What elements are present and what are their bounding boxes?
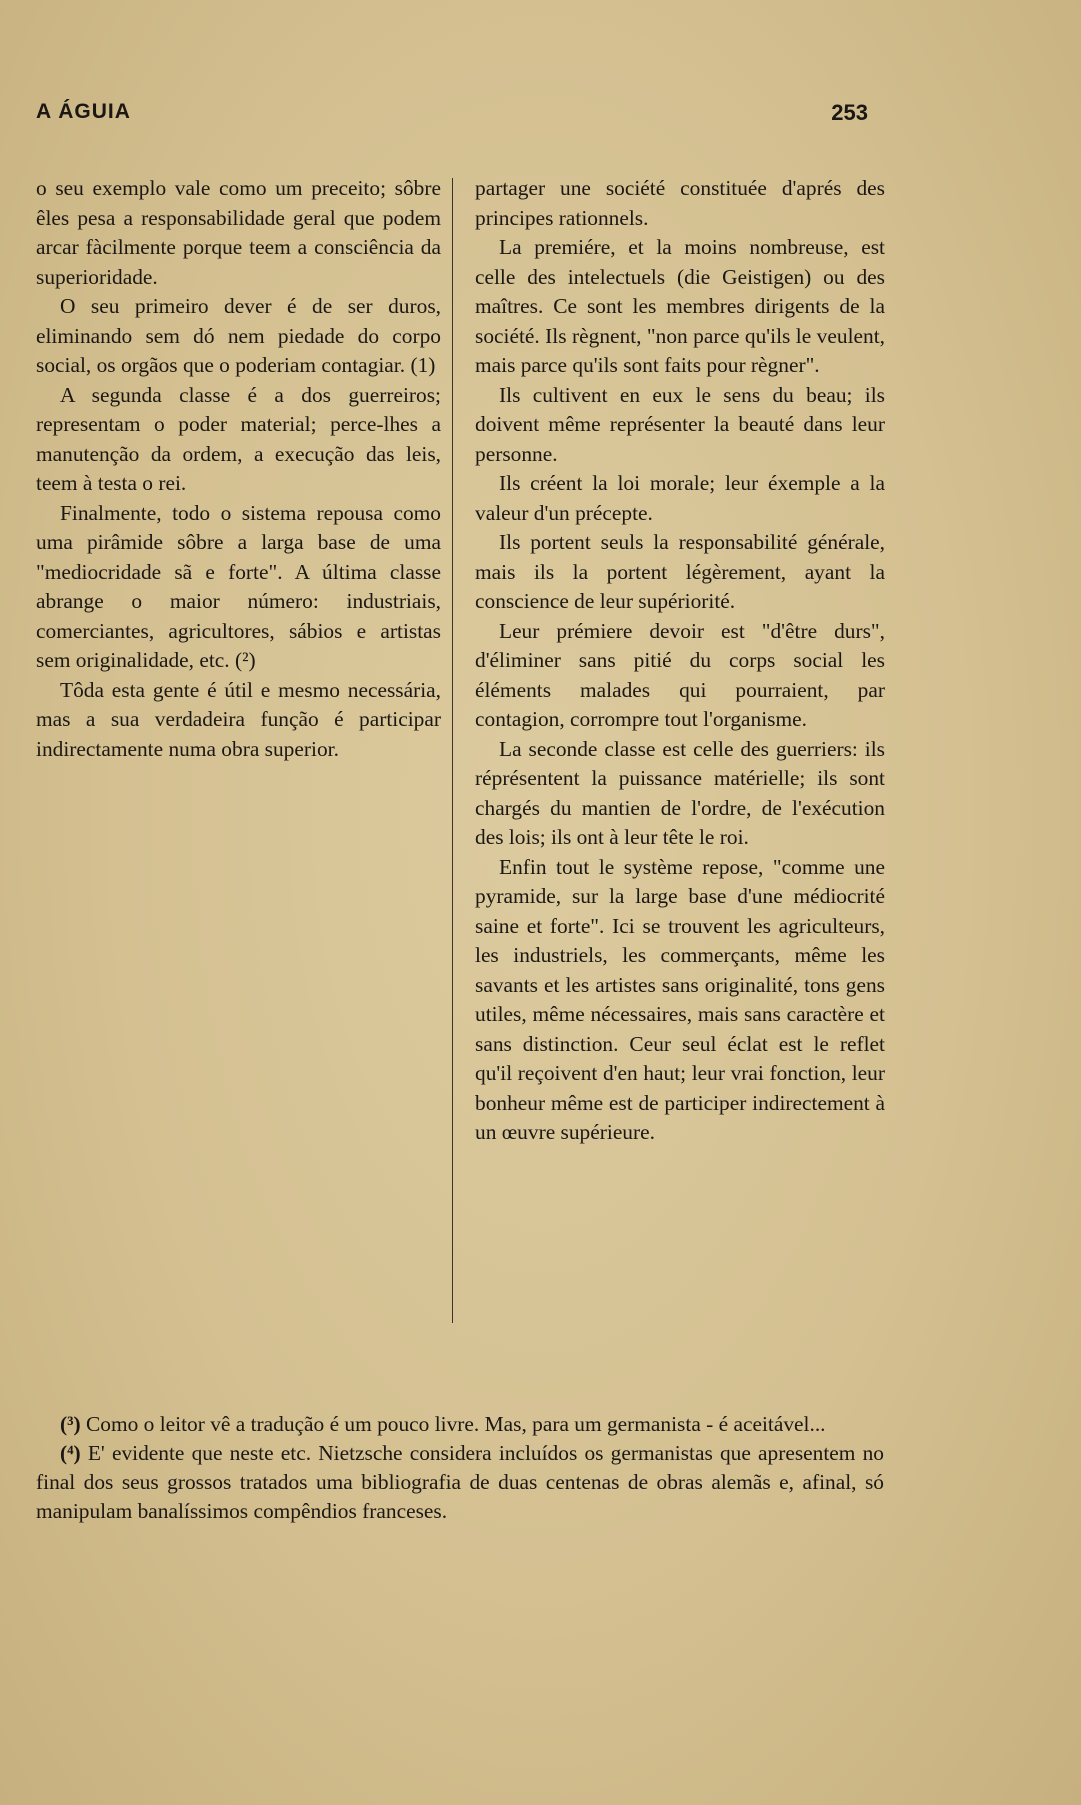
footnote-text: E' evidente que neste etc. Nietzsche considera incluídos os germanistas que apresentem no final dos seus grossos tratados uma bibliografia de duas centenas de obras alemãs e, afinal, só manipulam banalíssimos compêndios franceses.	[36, 1441, 884, 1523]
footnote-mark: (⁴)	[60, 1441, 81, 1465]
footnote-mark: (³)	[60, 1412, 81, 1436]
footnotes	[36, 1410, 884, 1526]
left-paragraph: O seu primeiro dever é de ser duros, eliminando sem dó nem piedade do corpo social, os orgãos que o poderiam contagiar. (1)	[36, 294, 441, 377]
right-column	[475, 174, 885, 1148]
footnote	[36, 1410, 884, 1439]
running-head: A ÁGUIA	[36, 100, 131, 123]
left-paragraph: A segunda classe é a dos guerreiros; representam o poder material; perce-lhes a manutenção da ordem, a execução das leis, teem à testa o rei.	[36, 382, 441, 495]
right-paragraph: Enfin tout le système repose, "comme une pyramide, sur la large base d'une médiocrité saine et forte". Ici se trouvent les agriculteurs, les industriels, les commerçants, même les savants et les artistes sans originalité, tons gens utiles, même nécessaires, mais sans caractère et sans distinction. Ceur seul éclat est le reflet qu'il reçoivent d'en haut; leur vrai fonction, leur bonheur même est de participer indirectement à un œuvre supérieure.	[475, 854, 885, 1144]
right-paragraph: La seconde classe est celle des guerriers: ils réprésentent la puissance matérielle; ils sont chargés du mantien de l'ordre, de l'exécution des lois; ils ont à leur tête le roi.	[475, 736, 885, 849]
footnote-text: Como o leitor vê a tradução é um pouco livre. Mas, para um germanista - é aceitável...	[86, 1412, 826, 1436]
right-paragraph: partager une société constituée d'aprés des principes rationnels.	[475, 176, 885, 230]
right-paragraph: Ils créent la loi morale; leur éxemple a la valeur d'un précepte.	[475, 471, 885, 525]
right-paragraph: Ils portent seuls la responsabilité générale, mais ils la portent légèrement, ayant la conscience de leur supériorité.	[475, 530, 885, 613]
right-paragraph: Ils cultivent en eux le sens du beau; ils doivent même représenter la beauté dans leur personne.	[475, 382, 885, 466]
footnote	[36, 1439, 884, 1526]
left-paragraph: Finalmente, todo o sistema repousa como uma pirâmide sôbre a larga base de uma "mediocridade sã e forte". A última classe abrange o maior número: industriais, comerciantes, agricultores, sábios e artistas sem originalidade, etc. (²)	[36, 500, 441, 672]
right-paragraph: La premiére, et la moins nombreuse, est celle des intelectuels (die Geistigen) ou des maîtres. Ce sont les membres dirigents de la société. Ils règnent, "non parce qu'ils le veulent, mais parce qu'ils sont faits pour règner".	[475, 235, 885, 377]
left-column	[36, 174, 441, 764]
left-paragraph: o seu exemplo vale como um preceito; sôbre êles pesa a responsabilidade geral que podem arcar fàcilmente porque teem a consciência da superioridade.	[36, 176, 441, 289]
column-divider	[452, 178, 453, 1323]
right-paragraph: Leur prémiere devoir est "d'être durs", d'éliminer sans pitié du corps social les éléments malades qui pourraient, par contagion, corrompre tout l'organisme.	[475, 618, 885, 731]
page-number: 253	[831, 100, 868, 125]
left-paragraph: Tôda esta gente é útil e mesmo necessária, mas a sua verdadeira função é participar indirectamente numa obra superior.	[36, 677, 441, 761]
